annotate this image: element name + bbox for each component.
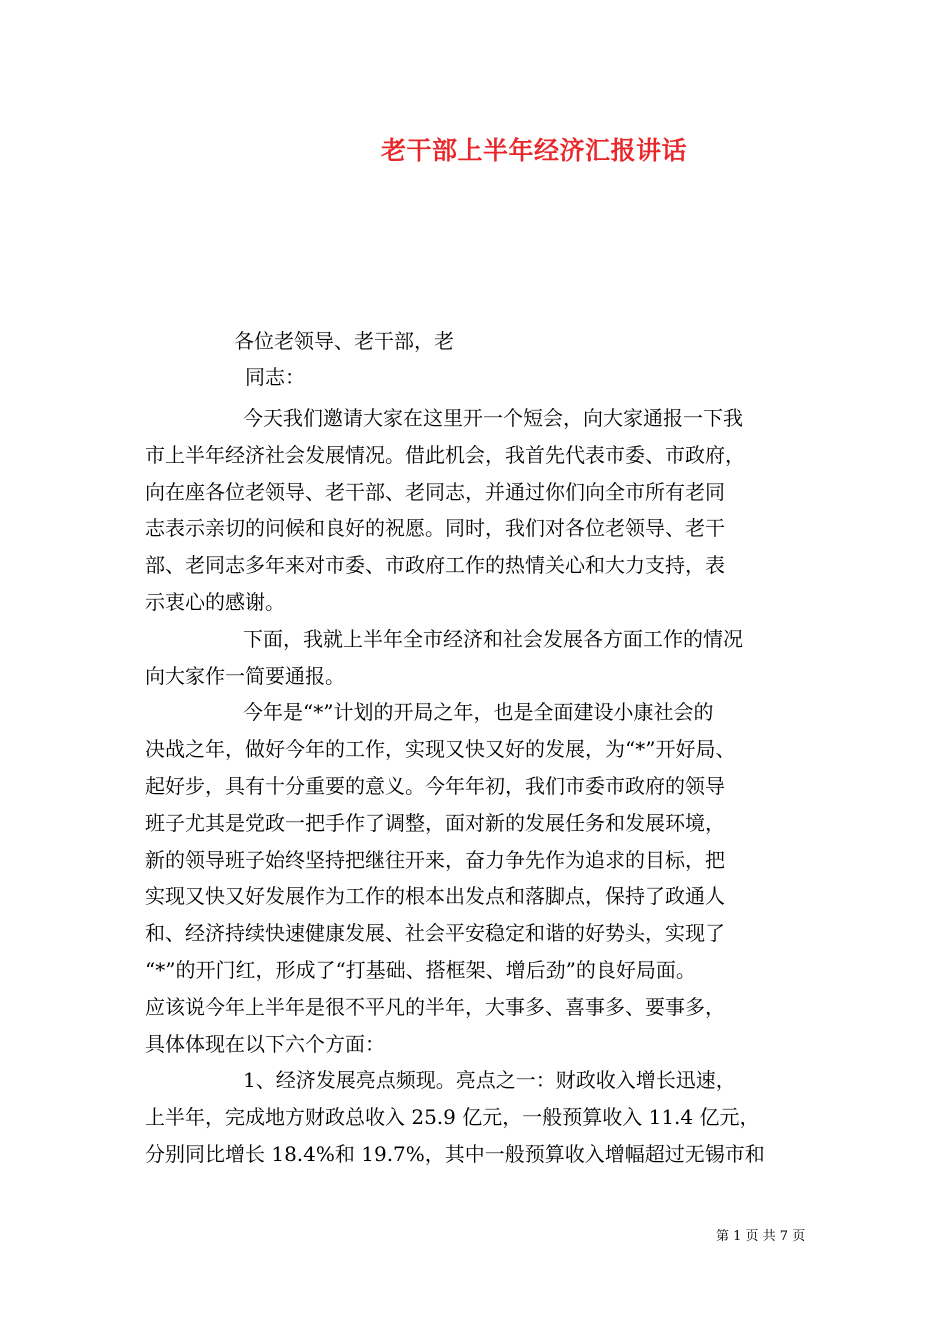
paragraph-line: 决战之年，做好今年的工作，实现又快又好的发展，为“*”开好局、 xyxy=(145,737,736,762)
paragraph-line: 实现又快又好发展作为工作的根本出发点和落脚点，保持了政通人 xyxy=(145,884,725,909)
greeting-line-1: 各位老领导、老干部，老 xyxy=(234,329,454,353)
paragraph-line: 起好步，具有十分重要的意义。今年年初，我们市委市政府的领导 xyxy=(145,773,725,798)
paragraph-line: 1、经济发展亮点频现。亮点之一：财政收入增长迅速， xyxy=(243,1068,736,1093)
document-title: 老干部上半年经济汇报讲话 xyxy=(380,136,687,165)
paragraph-line: 具体体现在以下六个方面： xyxy=(145,1031,385,1056)
paragraph-line: 市上半年经济社会发展情况。借此机会，我首先代表市委、市政府， xyxy=(145,442,745,467)
paragraph-line: 今天我们邀请大家在这里开一个短会，向大家通报一下我 xyxy=(243,406,743,430)
paragraph-line: 上半年，完成地方财政总收入 25.9 亿元，一般预算收入 11.4 亿元， xyxy=(145,1105,760,1130)
paragraph-line: 分别同比增长 18.4%和 19.7%，其中一般预算收入增幅超过无锡市和 xyxy=(145,1141,765,1166)
paragraph-line: 和、经济持续快速健康发展、社会平安稳定和谐的好势头，实现了 xyxy=(145,921,725,946)
greeting-line-2: 同志： xyxy=(245,365,305,389)
paragraph-line: 今年是“*”计划的开局之年，也是全面建设小康社会的 xyxy=(243,700,714,725)
paragraph-line: 向在座各位老领导、老干部、老同志，并通过你们向全市所有老同 xyxy=(145,479,725,504)
paragraph-line: 下面，我就上半年全市经济和社会发展各方面工作的情况 xyxy=(243,626,743,651)
document-body xyxy=(145,400,825,1173)
paragraph-line: 向大家作一简要通报。 xyxy=(145,663,345,688)
paragraph-line: 应该说今年上半年是很不平凡的半年，大事多、喜事多、要事多， xyxy=(145,994,725,1019)
paragraph-line: 部、老同志多年来对市委、市政府工作的热情关心和大力支持，表 xyxy=(145,553,725,578)
paragraph-line: 班子尤其是党政一把手作了调整，面对新的发展任务和发展环境， xyxy=(145,810,725,835)
paragraph-line: 示衷心的感谢。 xyxy=(145,589,285,614)
paragraph-line: “*”的开门红，形成了“打基础、搭框架、增后劲”的良好局面。 xyxy=(145,957,696,982)
page-number: 第 1 页 共 7 页 xyxy=(716,1229,806,1244)
paragraph-line: 新的领导班子始终坚持把继往开来，奋力争先作为追求的目标，把 xyxy=(145,847,725,872)
paragraph-line: 志表示亲切的问候和良好的祝愿。同时，我们对各位老领导、老干 xyxy=(145,516,725,541)
